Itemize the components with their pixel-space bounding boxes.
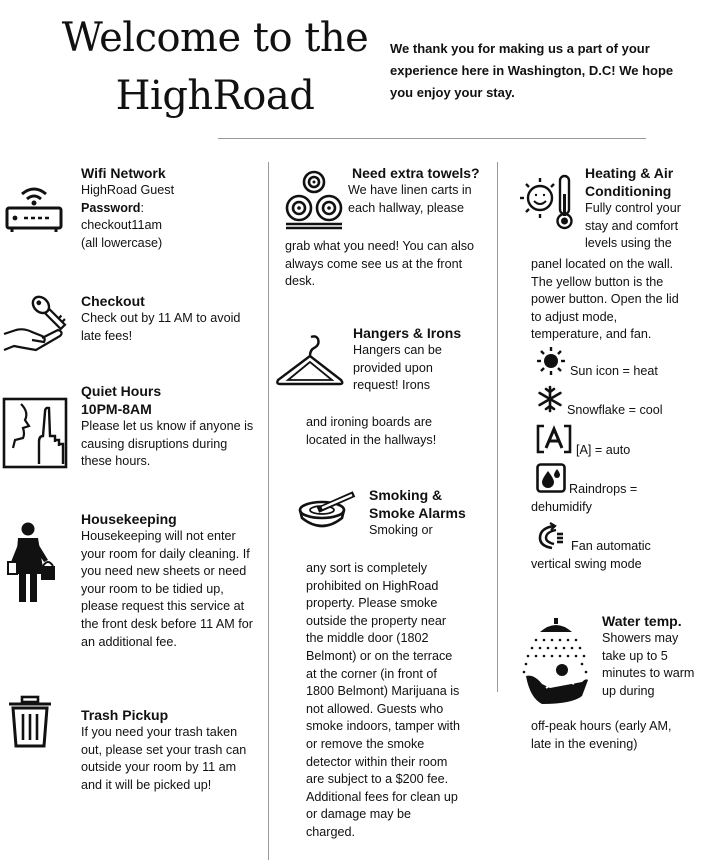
housekeeping-heading: Housekeeping [81,511,177,527]
column-divider-1 [268,162,269,860]
housekeeper-icon [6,522,58,606]
water-temp-body: off-peak hours (early AM, late in the evening) [531,719,672,751]
header-divider [218,138,646,139]
page-title [60,16,370,118]
wifi-password-label: Password [81,200,141,215]
wifi-password-note: (all lowercase) [81,235,163,250]
legend-heat: Sun icon = heat [570,364,658,378]
hangers-body: and ironing boards are located in the hallways! [306,415,437,447]
wifi-section [81,164,261,252]
sun-icon [536,346,566,376]
quiet-hours-body: Please let us know if anyone is causing disruptions during these hours. [81,419,254,469]
hangers-body-side: Hangers can be provided upon request! Irons [353,343,442,393]
smoking-heading: Smoking & Smoke Alarms [369,487,466,521]
trash-heading: Trash Pickup [81,707,169,723]
column-divider-2 [497,162,498,692]
towels-body-side: We have linen carts in each hallway, please [348,183,472,215]
legend-dehumidify: Raindrops = dehumidify [531,482,638,514]
towels-heading: Need extra towels? [352,165,480,181]
trash-body: If you need your trash taken out, please set your trash can outside your room by 11 am and it will be picked up! [81,725,247,792]
quiet-hours-section [81,382,257,471]
wifi-network-name: HighRoad Guest [81,183,175,197]
water-temp-body-side: Showers may take up to 5 minutes to warm up during [602,631,695,698]
smoking-body-side: Smoking or [369,523,433,537]
legend-cool: Snowflake = cool [567,403,663,417]
legend-fan-swing: Fan automatic vertical swing mode [531,539,651,571]
quiet-hours-heading: Quiet Hours [81,383,162,399]
auto-icon [536,424,572,454]
checkout-body: Check out by 11 AM to avoid late fees! [81,311,241,343]
towels-section [348,164,482,217]
heating-body: panel located on the wall. The yellow button is the power button. Open the lid to adjust mode, temperature, and fan. [531,257,679,342]
checkout-heading: Checkout [81,293,145,309]
welcome-message: We thank you for making us a part of your experience here in Washington, D.C! We hope you enjoy your stay. [390,41,674,100]
shower-bath-icon [522,618,590,708]
smoking-section [369,486,469,540]
smoking-body: any sort is completely prohibited on HighRoad property. Please smoke outside the property near the middle door (1802 Belmont) or on the terrace at the corner (in front of 1800 Belmont) Marijuana is not allowed. Guests who smoke indoors, tamper with or remove the smoke detector within their room are subject to a $200 fee. Additional fees for clean up or damage may be charged. [306,561,460,839]
heating-heading: Heating & Air Conditioning [585,165,674,199]
towels-body: grab what you need! You can also always come see us at the front desk. [285,239,475,289]
sun-thermometer-icon [512,174,576,232]
title-line-1: Welcome to the [61,15,369,61]
clothes-hanger-icon [276,336,344,390]
trash-section [81,706,257,794]
checkout-section [81,292,261,345]
title-line-2: HighRoad [115,73,315,119]
wifi-password-colon: : [140,200,144,215]
quiet-shush-icon [3,398,67,468]
quiet-hours-time: 10PM-8AM [81,401,152,417]
housekeeping-section [81,510,257,651]
wifi-password: checkout11am [81,218,162,233]
ashtray-cigarette-icon [298,488,358,534]
housekeeping-body: Housekeeping will not enter your room for daily cleaning. If you need new sheets or need your room to be tidied up, please request this service at the front desk before 11 AM for an additional fee. [81,529,253,649]
snowflake-icon [536,385,564,413]
water-temp-heading: Water temp. [602,613,682,629]
wifi-heading: Wifi Network [81,165,166,181]
heating-body-side: Fully control your stay and comfort levels using the [585,201,681,251]
heating-section [585,164,695,253]
legend-auto: [A] = auto [576,443,631,457]
water-temp-section [602,612,702,700]
wifi-router-icon [4,180,64,232]
trash-can-icon [8,696,52,748]
hangers-section [353,324,473,395]
hangers-heading: Hangers & Irons [353,325,462,341]
rolled-towels-icon [284,168,344,230]
key-in-hand-icon [2,290,68,356]
